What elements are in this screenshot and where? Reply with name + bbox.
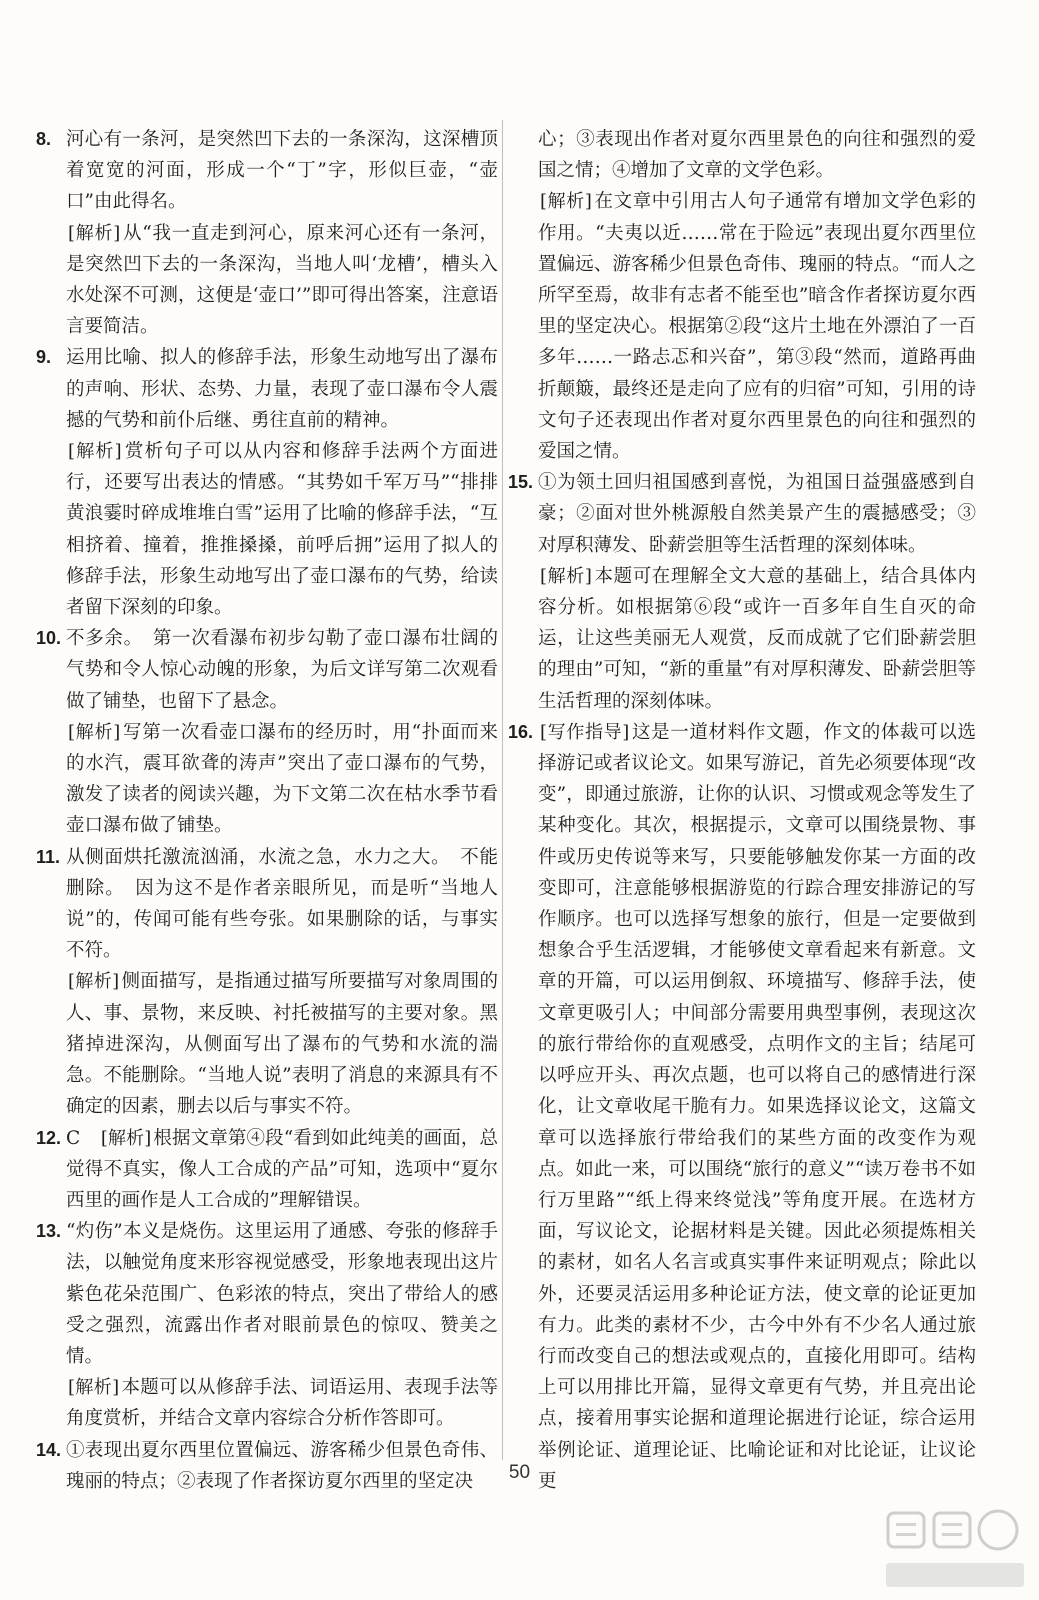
analysis-tag: [ 解析 ] bbox=[66, 971, 121, 992]
analysis-text: 在文章中引用古人句子通常有增加文学色彩的作用。“夫夷以近……常在于险远”表现出夏尔西里位置偏远、游客稀少但景色奇伟、瑰丽的特点。“而人之所罕至焉，故非有志者不能至也”暗含作者探访夏尔西里的坚定决心。根据第②段“这片土地在外漂泊了一百多年……一路忐忑和兴奋”，第③段“然而，道路再曲折颠簸，最终还是走向了应有的归宿”可知，引用的诗文句子还表现出作者对夏尔西里景色的向往和强烈的爱国之情。 bbox=[538, 191, 976, 463]
answer-text: ①为领土回归祖国感到喜悦，为祖国日益强盛感到自豪；②面对世外桃源般自然美景产生的震撼感受；③对厚积薄发、卧薪尝胆等生活哲理的深刻体味。 bbox=[538, 472, 976, 556]
item-number: 12. bbox=[36, 1127, 62, 1148]
answer-text: ①表现出夏尔西里位置偏远、游客稀少但景色奇伟、瑰丽的特点；②表现了作者探访夏尔西里的坚定决 bbox=[66, 1439, 498, 1492]
writing-guide-tag: [ 写作指导 ] bbox=[538, 722, 631, 743]
item-number: 8. bbox=[36, 129, 52, 149]
analysis-text: 从“我一直走到河心，原来河心还有一条河，是突然凹下去的一条深沟，当地人叫‘龙槽’，槽头入水处深不可测，这便是‘壶口’”即可得出答案，注意语言要简洁。 bbox=[66, 222, 498, 338]
analysis-tag: [ 解析 ] bbox=[66, 1377, 121, 1398]
answer-item-15 bbox=[508, 467, 976, 717]
answer-item-12 bbox=[36, 1123, 498, 1217]
answer-text: 运用比喻、拟人的修辞手法，形象生动地写出了瀑布的声响、形状、态势、力量，表现了壶口瀑布令人震撼的气势和前仆后继、勇往直前的精神。 bbox=[66, 347, 498, 431]
analysis-text: 写第一次看壶口瀑布的经历时，用“扑面而来的水汽，震耳欲聋的涛声”突出了壶口瀑布的气势，激发了读者的阅读兴趣，为下文第二次在枯水季节看壶口瀑布做了铺垫。 bbox=[66, 721, 498, 837]
analysis-paragraph bbox=[66, 717, 498, 842]
item-number: 13. bbox=[36, 1221, 62, 1242]
answer-item-11 bbox=[36, 842, 498, 1123]
analysis-text: 根据文章第④段“看到如此纯美的画面，总觉得不真实，像人工合成的产品”可知，选项中“夏尔西里的画作是人工合成的”理解错误。 bbox=[66, 1127, 498, 1211]
answer-text: 不多余。 第一次看瀑布初步勾勒了壶口瀑布壮阔的气势和令人惊心动魄的形象，为后文详写第二次观看做了铺垫，也留下了悬念。 bbox=[66, 628, 498, 712]
watermark-logo bbox=[880, 1505, 1030, 1595]
writing-guide-paragraph bbox=[538, 717, 976, 1497]
analysis-text: 赏析句子可以从内容和修辞手法两个方面进行，还要写出表达的情感。“其势如千军万马”“排排黄浪霎时碎成堆堆白雪”运用了比喻的修辞手法，“互相挤着、撞着，推推搡搡，前呼后拥”运用了拟人的修辞手法，形象生动地写出了壶口瀑布的气势，给读者留下深刻的印象。 bbox=[66, 441, 498, 619]
item-number: 9. bbox=[36, 347, 52, 368]
answer-item-14-continued bbox=[508, 124, 976, 467]
answer-text: “灼伤”本义是烧伤。这里运用了通感、夸张的修辞手法，以触觉角度来形容视觉感受，形象地表现出这片紫色花朵范围广、色彩浓的特点，突出了带给人的感受之强烈，流露出作者对眼前景色的惊叹、赞美之情。 bbox=[66, 1221, 498, 1367]
answer-item-16 bbox=[508, 717, 976, 1497]
analysis-paragraph bbox=[538, 186, 976, 467]
page-number: 50 bbox=[508, 1462, 531, 1483]
analysis-paragraph bbox=[66, 218, 498, 343]
answer-text: 河心有一条河，是突然凹下去的一条深沟，这深槽顶着宽宽的河面，形成一个“丁”字，形似巨壶，“壶口”由此得名。 bbox=[66, 129, 498, 213]
analysis-paragraph bbox=[538, 561, 976, 717]
item-number: 10. bbox=[36, 628, 62, 649]
analysis-tag: [ 解析 ] bbox=[538, 191, 594, 212]
left-column bbox=[36, 124, 498, 1497]
analysis-text: 本题可以从修辞手法、词语运用、表现手法等角度赏析，并结合文章内容综合分析作答即可。 bbox=[66, 1377, 498, 1430]
analysis-tag: [ 解析 ] bbox=[66, 722, 122, 743]
analysis-text: 本题可在理解全文大意的基础上，结合具体内容分析。如根据第⑥段“或许一百多年自生自灭的命运，让这些美丽无人观赏，反而成就了它们卧薪尝胆的理由”可知，“新的重量”有对厚积薄发、卧薪尝胆等生活哲理的深刻体味。 bbox=[538, 565, 976, 712]
analysis-paragraph bbox=[66, 1372, 498, 1434]
answer-text: 心；③表现出作者对夏尔西里景色的向往和强烈的爱国之情；④增加了文章的文学色彩。 bbox=[538, 129, 976, 182]
column-divider bbox=[502, 120, 503, 1460]
analysis-tag: [ 解析 ] bbox=[99, 1128, 153, 1149]
analysis-text: 侧面描写，是指通过描写所要描写对象周围的人、事、景物，来反映、衬托被描写的主要对象。黑猪掉进深沟，从侧面写出了瀑布的气势和水流的湍急。不能删除。“当地人说”表明了消息的来源具有不确定的因素，删去以后与事实不符。 bbox=[66, 971, 498, 1118]
right-column bbox=[508, 124, 976, 1497]
analysis-tag: [ 解析 ] bbox=[66, 223, 122, 244]
answer-item-13 bbox=[36, 1216, 498, 1434]
item-number: 11. bbox=[36, 846, 61, 867]
answer-text: 从侧面烘托激流汹涌，水流之急，水力之大。 不能删除。 因为这不是作者亲眼所见，而是听“当地人说”的，传闻可能有些夸张。如果删除的话，与事实不符。 bbox=[66, 846, 498, 962]
answer-text bbox=[66, 1123, 498, 1217]
item-number: 16. bbox=[508, 721, 534, 742]
answer-item-10 bbox=[36, 623, 498, 841]
answer-item-8 bbox=[36, 124, 498, 342]
writing-guide-text: 这是一道材料作文题，作文的体裁可以选择游记或者议论文。如果写游记，首先必须要体现“改变”，即通过旅游，让你的认识、习惯或观念等发生了某种变化。其次，根据提示，文章可以围绕景物、事件或历史传说等来写，只要能够触发你某一方面的改变即可，注意能够根据游览的行踪合理安排游记的写作顺序。也可以选择写想象的旅行，但是一定要做到想象合乎生活逻辑，才能够使文章看起来有新意。文章的开篇，可以运用倒叙、环境描写、修辞手法，使文章更吸引人；中间部分需要用典型事例，表现这次的旅行带给你的直观感受，点明作文的主旨；结尾可以呼应开头、再次点题，也可以将自己的感情进行深化，让文章收尾干脆有力。如果选择议论文，这篇文章可以选择旅行带给我们的某些方面的改变作为观点。如此一来，可以围绕“旅行的意义”“读万卷书不如行万里路”“纸上得来终觉浅”等角度开展。在选材方面，写议论文，论据材料是关键。因此必须提炼相关的素材，如名人名言或真实事件来证明观点；除此以外，还要灵活运用多种论证方法，使文章的论证更加有力。此类的素材不少，古今中外有不少名人通过旅行而改变自己的想法或观点的，直接化用即可。结构上可以用排比开篇，显得文章更有气势，并且亮出论点，接着用事实论据和道理论据进行论证，综合运用举例论证、道理论证、比喻论证和对比论证，让议论更 bbox=[538, 721, 976, 1492]
item-number: 14. bbox=[36, 1439, 62, 1460]
choice-answer: C bbox=[66, 1127, 99, 1149]
analysis-tag: [ 解析 ] bbox=[66, 441, 124, 462]
analysis-paragraph bbox=[66, 436, 498, 623]
item-number: 15. bbox=[508, 472, 534, 493]
analysis-paragraph bbox=[66, 966, 498, 1122]
answer-item-9 bbox=[36, 342, 498, 623]
analysis-tag: [ 解析 ] bbox=[538, 566, 594, 587]
